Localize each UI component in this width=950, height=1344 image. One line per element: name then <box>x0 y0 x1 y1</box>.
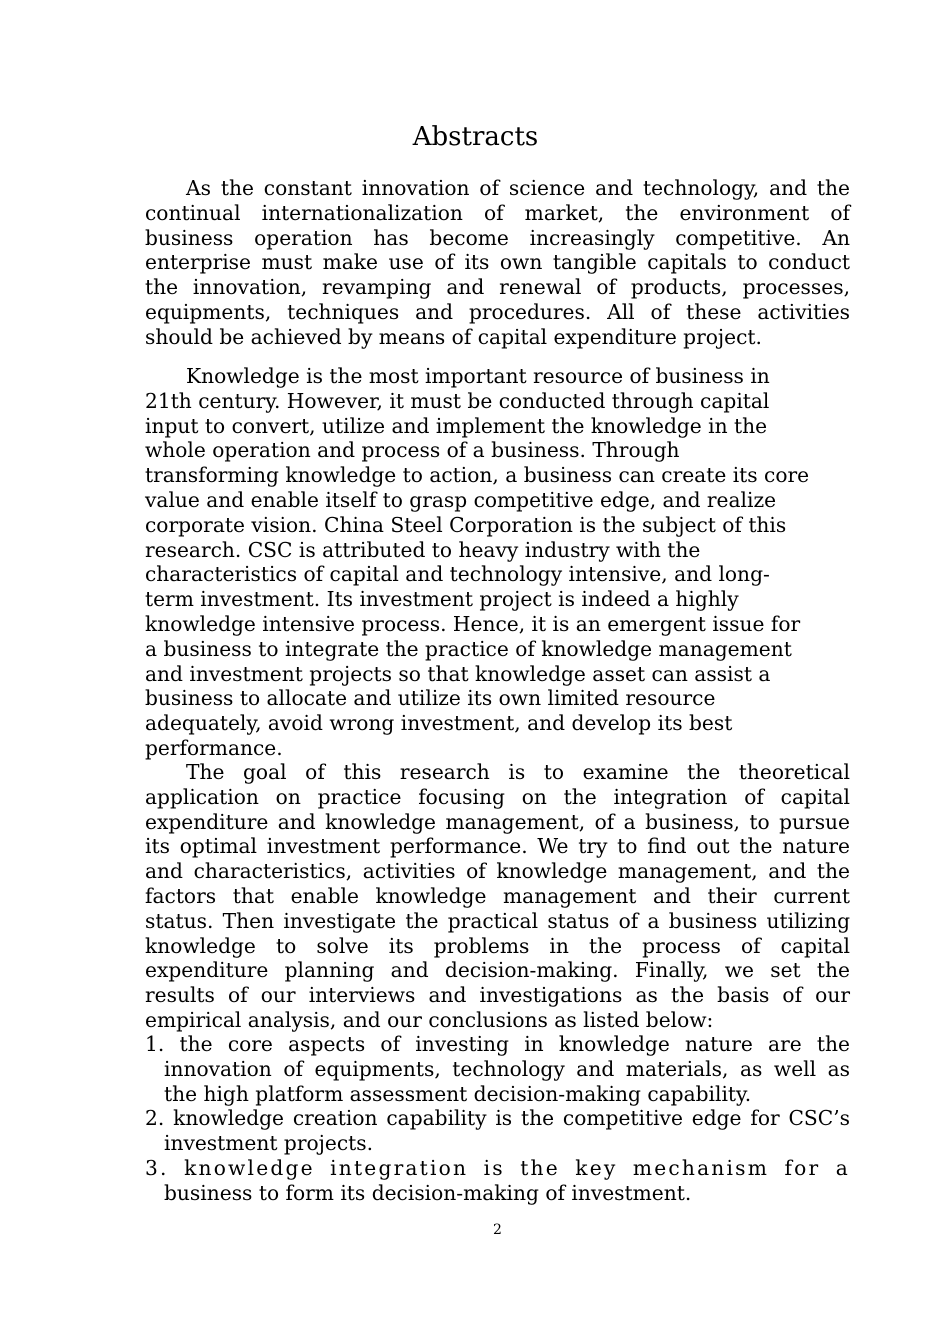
text-line: equipments, techniques and procedures. All of these activities <box>145 299 850 324</box>
text-line: business operation has become increasingly competitive. An <box>145 225 850 250</box>
text-line: term investment. Its investment project is indeed a highly <box>145 587 739 612</box>
conclusion-item-3 <box>145 1156 850 1206</box>
text-line: the high platform assessment decision-making capability. <box>164 1081 752 1106</box>
text-line: whole operation and process of a business. Through <box>145 438 680 463</box>
text-line: a business to integrate the practice of knowledge management <box>145 636 792 661</box>
text-line: 3. knowledge integration is the key mechanism for a <box>145 1155 850 1180</box>
text-line: 21th century. However, it must be conducted through capital <box>145 388 770 413</box>
page-title: Abstracts <box>412 122 539 152</box>
text-line: performance. <box>145 735 283 760</box>
abstract-paragraph-1 <box>145 176 850 350</box>
page-number: 2 <box>493 1222 502 1238</box>
text-line: value and enable itself to grasp competitive edge, and realize <box>145 487 777 512</box>
text-line: research. CSC is attributed to heavy industry with the <box>145 537 701 562</box>
text-line: input to convert, utilize and implement the knowledge in the <box>145 413 768 438</box>
text-line: business to form its decision-making of investment. <box>164 1180 692 1205</box>
abstract-paragraph-2 <box>145 364 850 761</box>
text-line: The goal of this research is to examine the theoretical <box>186 760 850 784</box>
text-line: and characteristics, activities of knowledge management, and the <box>145 859 850 884</box>
conclusion-item-2 <box>145 1106 850 1156</box>
text-line: knowledge to solve its problems in the process of capital <box>145 933 850 958</box>
text-line: 2. knowledge creation capability is the competitive edge for CSC’s <box>145 1106 850 1131</box>
text-line: As the constant innovation of science and technology, and the <box>186 176 850 200</box>
text-line: results of our interviews and investigations as the basis of our <box>145 983 850 1008</box>
text-line: empirical analysis, and our conclusions as listed below: <box>145 1007 714 1032</box>
text-line: and investment projects so that knowledge asset can assist a <box>145 661 771 686</box>
text-line: the innovation, revamping and renewal of products, processes, <box>145 275 850 300</box>
abstract-paragraph-3 <box>145 760 850 1033</box>
text-line: continual internationalization of market, the environment of <box>145 200 850 225</box>
conclusion-item-1 <box>145 1032 850 1106</box>
text-line: investment projects. <box>164 1131 374 1156</box>
text-line: innovation of equipments, technology and materials, as well as <box>164 1056 850 1081</box>
text-line: its optimal investment performance. We try to find out the nature <box>145 834 850 859</box>
text-line: corporate vision. China Steel Corporation is the subject of this <box>145 512 787 537</box>
text-line: adequately, avoid wrong investment, and develop its best <box>145 711 733 736</box>
text-line: expenditure planning and decision-making. Finally, we set the <box>145 958 850 983</box>
text-line: application on practice focusing on the integration of capital <box>145 784 850 809</box>
text-line: status. Then investigate the practical status of a business utilizing <box>145 908 850 933</box>
text-line: Knowledge is the most important resource of business in <box>186 364 770 388</box>
text-line: transforming knowledge to action, a business can create its core <box>145 463 810 488</box>
text-line: characteristics of capital and technology intensive, and long- <box>145 562 770 587</box>
text-line: should be achieved by means of capital expenditure project. <box>145 324 762 349</box>
text-line: enterprise must make use of its own tangible capitals to conduct <box>145 250 850 275</box>
conclusions-list <box>145 1032 850 1206</box>
text-line: factors that enable knowledge management and their current <box>145 883 850 908</box>
text-line: expenditure and knowledge management, of a business, to pursue <box>145 809 850 834</box>
text-line: 1. the core aspects of investing in knowledge nature are the <box>145 1032 850 1056</box>
text-line: knowledge intensive process. Hence, it is an emergent issue for <box>145 611 801 636</box>
text-line: business to allocate and utilize its own limited resource <box>145 686 716 711</box>
